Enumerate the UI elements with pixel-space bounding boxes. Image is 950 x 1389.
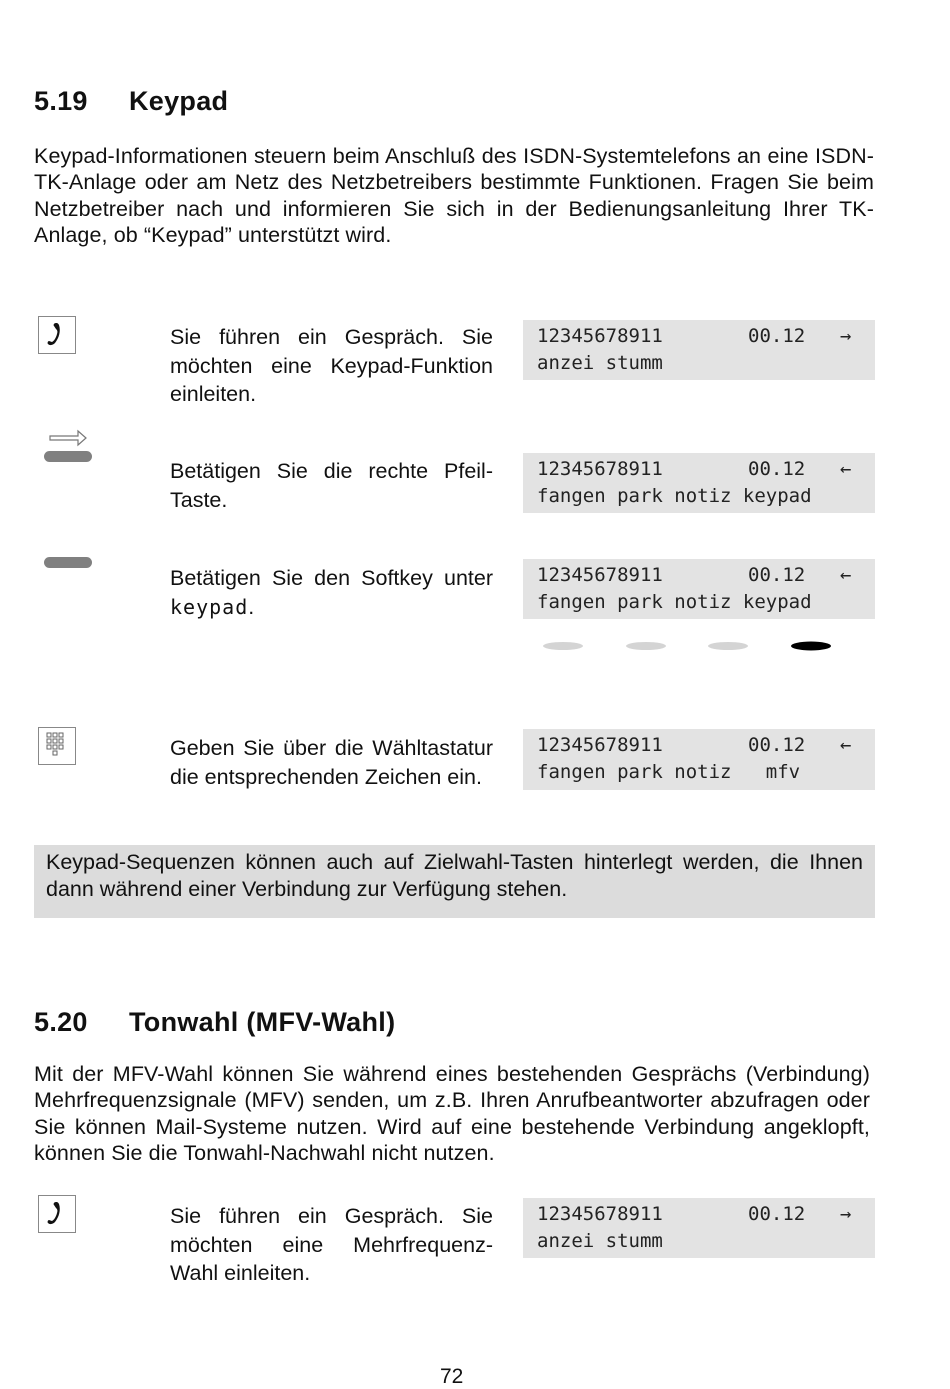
section-intro-paragraph: Mit der MFV-Wahl können Sie während eines bestehenden Gesprächs (Verbindung) Mehrfrequenzsignale (MFV) senden, um z.B. Ihren Anrufbeantworter abzufragen oder Sie können Mail-Systeme nutzen. Wird auf eine bestehende Verbindung angeklopft, können Sie die Tonwahl-Nachwahl nicht nutzen.	[34, 1062, 870, 1165]
display-softkey-labels: anzei stumm	[537, 1230, 663, 1252]
softkey-4-active[interactable]	[791, 642, 831, 651]
display-arrow: ←	[840, 734, 852, 756]
display-arrow: →	[840, 325, 852, 347]
softkey-3[interactable]	[708, 642, 748, 650]
display-time: 00.12	[748, 734, 806, 756]
step-text: Betätigen Sie die rechte Pfeil-Taste.	[170, 459, 493, 512]
display-number: 12345678911	[537, 1203, 663, 1225]
section-intro-paragraph: Keypad-Informationen steuern beim Anschluß des ISDN-Systemtelefons an eine ISDN-TK-Anlage oder am Netz des Netzbetreibers bestimmte Funktionen. Fragen Sie beim Netzbetreiber nach und informieren Sie sich in der Bedienungsanleitung Ihrer TK-Anlage, ob “Keypad” unterstützt wird.	[34, 144, 874, 247]
display-time: 00.12	[748, 564, 806, 586]
display-time: 00.12	[748, 1203, 806, 1225]
display-arrow: ←	[840, 458, 852, 480]
section-number: 5.20	[34, 1007, 88, 1037]
softkey-1[interactable]	[543, 642, 583, 650]
display-number: 12345678911	[537, 734, 663, 756]
display-arrow: →	[840, 1203, 852, 1225]
display-time: 00.12	[748, 458, 806, 480]
phone-display	[523, 729, 875, 790]
display-time: 00.12	[748, 325, 806, 347]
phone-display	[523, 320, 875, 380]
phone-display	[523, 559, 875, 619]
display-number: 12345678911	[537, 458, 663, 480]
display-arrow: ←	[840, 564, 852, 586]
display-softkey-labels: fangen park notiz mfv	[537, 761, 801, 783]
handset-icon	[38, 1195, 76, 1233]
page-number: 72	[440, 1365, 464, 1388]
section-number: 5.19	[34, 86, 88, 116]
display-number: 12345678911	[537, 325, 663, 347]
softkey-icon	[42, 556, 94, 570]
section-title: Tonwahl (MFV-Wahl)	[129, 1007, 396, 1037]
display-softkey-labels: fangen park notiz keypad	[537, 591, 812, 613]
step-text: Betätigen Sie den Softkey unter keypad.	[170, 566, 493, 619]
note-box: Keypad-Sequenzen können auch auf Zielwahl-Tasten hinterlegt werden, die Ihnen dann während einer Verbindung zur Verfügung stehen.	[34, 845, 875, 918]
softkey-label-keypad: keypad	[170, 594, 249, 619]
section-heading-keypad	[34, 86, 534, 120]
display-number: 12345678911	[537, 564, 663, 586]
display-softkey-labels: anzei stumm	[537, 352, 663, 374]
keypad-icon	[38, 727, 76, 765]
step-text: Sie führen ein Gespräch. Sie möchten eine Mehrfrequenz-Wahl einleiten.	[170, 1204, 493, 1285]
display-softkey-labels: fangen park notiz keypad	[537, 485, 812, 507]
softkey-row	[540, 638, 840, 654]
section-heading-tonwahl	[34, 1007, 634, 1041]
handset-icon	[38, 316, 76, 354]
phone-display	[523, 1198, 875, 1258]
phone-display	[523, 453, 875, 513]
step-text-before: Betätigen Sie den Softkey unter	[170, 566, 493, 590]
section-title: Keypad	[129, 86, 229, 116]
step-text: Geben Sie über die Wähltastatur die entsprechenden Zeichen ein.	[170, 736, 493, 789]
right-arrow-key-icon	[42, 428, 94, 466]
step-text: Sie führen ein Gespräch. Sie möchten eine Keypad-Funktion einleiten.	[170, 325, 493, 406]
softkey-2[interactable]	[626, 642, 666, 650]
